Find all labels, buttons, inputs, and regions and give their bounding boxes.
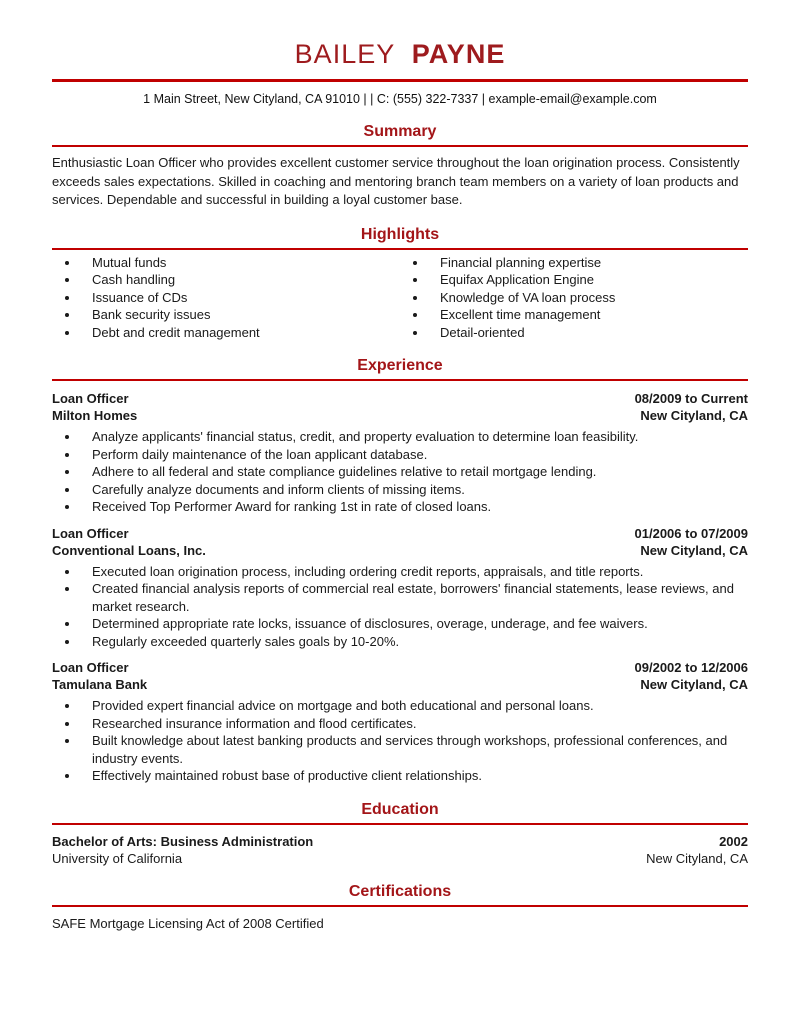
job-company: Conventional Loans, Inc. [52, 542, 206, 558]
certifications-heading: Certifications [52, 882, 748, 907]
highlight-item: • Knowledge of VA loan process [428, 289, 748, 307]
highlights-heading: Highlights [52, 225, 748, 250]
contact-line: 1 Main Street, New Cityland, CA 91010 | | C: (555) 322-7337 | example-email@example.com [143, 92, 657, 106]
experience-heading: Experience [52, 356, 748, 381]
job-bullet: • Provided expert financial advice on mortgage and both educational and personal loans. [80, 697, 748, 715]
header-divider [52, 79, 748, 82]
job-location: New Cityland, CA [640, 542, 748, 558]
job-company: Milton Homes [52, 408, 138, 423]
summary-heading: Summary [52, 122, 748, 147]
education-school-row [52, 850, 748, 867]
job-title-row [52, 659, 748, 676]
job-company-row [52, 676, 748, 693]
job-company-row [52, 407, 748, 424]
job-bullet: • Analyze applicants' financial status, credit, and property evaluation to determine loan feasibility. [80, 428, 748, 446]
job-entry [52, 525, 748, 651]
education-heading: Education [52, 800, 748, 825]
job-bullet: • Executed loan origination process, including ordering credit reports, appraisals, and title reports. [80, 563, 748, 581]
highlight-item: • Equifax Application Engine [428, 271, 748, 289]
highlights-columns [52, 254, 748, 342]
highlights-column-right [400, 254, 748, 342]
education-entry [52, 833, 748, 867]
job-bullet: • Determined appropriate rate locks, issuance of disclosures, overage, underage, and fee waivers. [80, 615, 748, 633]
name-space [403, 39, 412, 69]
summary-text: Enthusiastic Loan Officer who provides excellent customer service throughout the loan origination process. Consistently exceeds sales expectations. Skilled in coaching and mentoring branch team members on a variety of loan products and services. Dependable and successful in building a loyal customer base. [52, 155, 740, 207]
job-bullet-list [52, 428, 748, 516]
highlight-item: • Issuance of CDs [80, 289, 400, 307]
highlight-item: • Debt and credit management [80, 324, 400, 342]
job-bullet: • Effectively maintained robust base of productive client relationships. [80, 767, 748, 785]
candidate-name [52, 38, 748, 70]
highlight-item: • Detail-oriented [428, 324, 748, 342]
job-company: Tamulana Bank [52, 677, 148, 692]
highlight-item: • Financial planning expertise [428, 254, 748, 272]
highlights-list-left [52, 254, 400, 342]
job-title-row [52, 390, 748, 407]
job-bullet-list [52, 697, 748, 785]
education-year: 2002 [719, 833, 748, 849]
job-title-row [52, 525, 748, 542]
job-bullet: • Built knowledge about latest banking products and services through workshops, professional conferences, and industry events. [80, 732, 748, 767]
highlights-column-left [52, 254, 400, 342]
highlight-item: • Excellent time management [428, 306, 748, 324]
job-title: Loan Officer [52, 391, 129, 406]
job-bullet: • Perform daily maintenance of the loan applicant database. [80, 446, 748, 464]
education-degree: Bachelor of Arts: Business Administration [52, 833, 314, 849]
job-bullet: • Received Top Performer Award for ranking 1st in rate of closed loans. [80, 498, 748, 516]
job-title: Loan Officer [52, 525, 129, 541]
highlight-item: • Cash handling [80, 271, 400, 289]
education-school: University of California [52, 850, 183, 866]
certification-item: SAFE Mortgage Licensing Act of 2008 Certified [52, 915, 324, 931]
job-title: Loan Officer [52, 660, 129, 675]
job-location: New Cityland, CA [640, 408, 748, 423]
highlights-list-right [400, 254, 748, 342]
job-dates: 01/2006 to 07/2009 [634, 525, 748, 541]
job-entry [52, 659, 748, 785]
highlight-item: • Mutual funds [80, 254, 400, 272]
candidate-last-name: PAYNE [411, 39, 506, 69]
job-bullet: • Created financial analysis reports of commercial real estate, borrowers' financial statements, lease reviews, and market research. [80, 580, 748, 615]
job-bullet: • Adhere to all federal and state compliance guidelines relative to retail mortgage lending. [80, 463, 748, 481]
highlight-item: • Bank security issues [80, 306, 400, 324]
education-degree-row [52, 833, 748, 850]
job-dates: 09/2002 to 12/2006 [634, 660, 748, 675]
education-location: New Cityland, CA [646, 850, 748, 866]
candidate-first-name: BAILEY [294, 39, 395, 69]
job-entry [52, 390, 748, 516]
job-company-row [52, 542, 748, 559]
job-bullet-list [52, 563, 748, 651]
job-location: New Cityland, CA [640, 677, 748, 692]
job-bullet: • Carefully analyze documents and inform clients of missing items. [80, 481, 748, 499]
job-dates: 08/2009 to Current [634, 391, 748, 406]
job-bullet: • Regularly exceeded quarterly sales goals by 10-20%. [80, 633, 748, 651]
job-bullet: • Researched insurance information and flood certificates. [80, 715, 748, 733]
